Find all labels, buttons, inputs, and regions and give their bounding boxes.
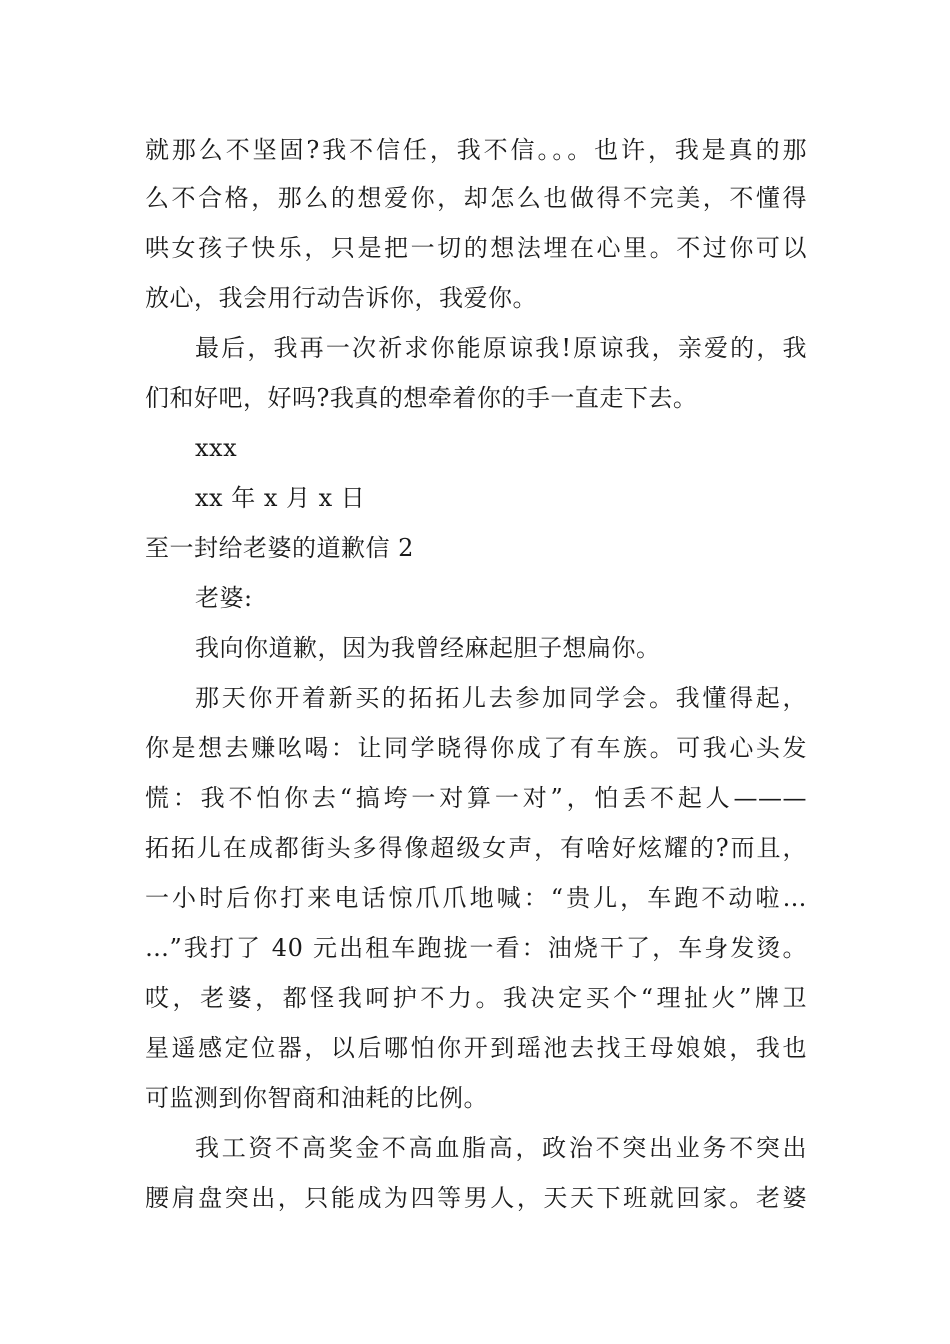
paragraph-line: 们和好吧，好吗?我真的想牵着你的手一直走下去。	[145, 384, 698, 412]
paragraph-line: 么不合格，那么的想爱你，却怎么也做得不完美，不懂得	[145, 184, 807, 212]
paragraph-line: 最后，我再一次祈求你能原谅我!原谅我，亲爱的，我	[195, 334, 807, 362]
paragraph-line: 慌：我不怕你去“搞垮一对算一对”，怕丢不起人———	[145, 784, 807, 812]
paragraph-line: 我工资不高奖金不高血脂高，政治不突出业务不突出	[195, 1134, 807, 1162]
paragraph-line: 一小时后你打来电话惊爪爪地喊：“贵儿，车跑不动啦…	[145, 884, 807, 912]
paragraph-line: 就那么不坚固?我不信任，我不信。。。也许，我是真的那	[145, 136, 807, 164]
paragraph-line: 你是想去赚吆喝：让同学晓得你成了有车族。可我心头发	[145, 734, 807, 762]
signature-date: xx 年 x 月 x 日	[195, 484, 366, 512]
paragraph-line: 星遥感定位器，以后哪怕你开到瑶池去找王母娘娘，我也	[145, 1034, 807, 1062]
paragraph-line: 腰肩盘突出，只能成为四等男人，天天下班就回家。老婆	[145, 1184, 807, 1212]
paragraph-line: …”我打了 40 元出租车跑拢一看：油烧干了，车身发烫。	[145, 934, 807, 962]
paragraph-line: 可监测到你智商和油耗的比例。	[145, 1084, 488, 1112]
paragraph-line: 那天你开着新买的拓拓儿去参加同学会。我懂得起，	[195, 684, 807, 712]
paragraph-line: 哎，老婆，都怪我呵护不力。我决定买个“理扯火”牌卫	[145, 984, 807, 1012]
signature-name: xxx	[195, 434, 238, 462]
paragraph-line: 哄女孩子快乐，只是把一切的想法埋在心里。不过你可以	[145, 234, 807, 262]
salutation: 老婆:	[195, 584, 253, 612]
section-title: 至一封给老婆的道歉信 2	[145, 534, 414, 562]
paragraph-line: 拓拓儿在成都街头多得像超级女声，有啥好炫耀的?而且，	[145, 834, 807, 862]
paragraph-line: 我向你道歉，因为我曾经麻起胆子想扁你。	[195, 634, 661, 662]
paragraph-line: 放心，我会用行动告诉你，我爱你。	[145, 284, 537, 312]
